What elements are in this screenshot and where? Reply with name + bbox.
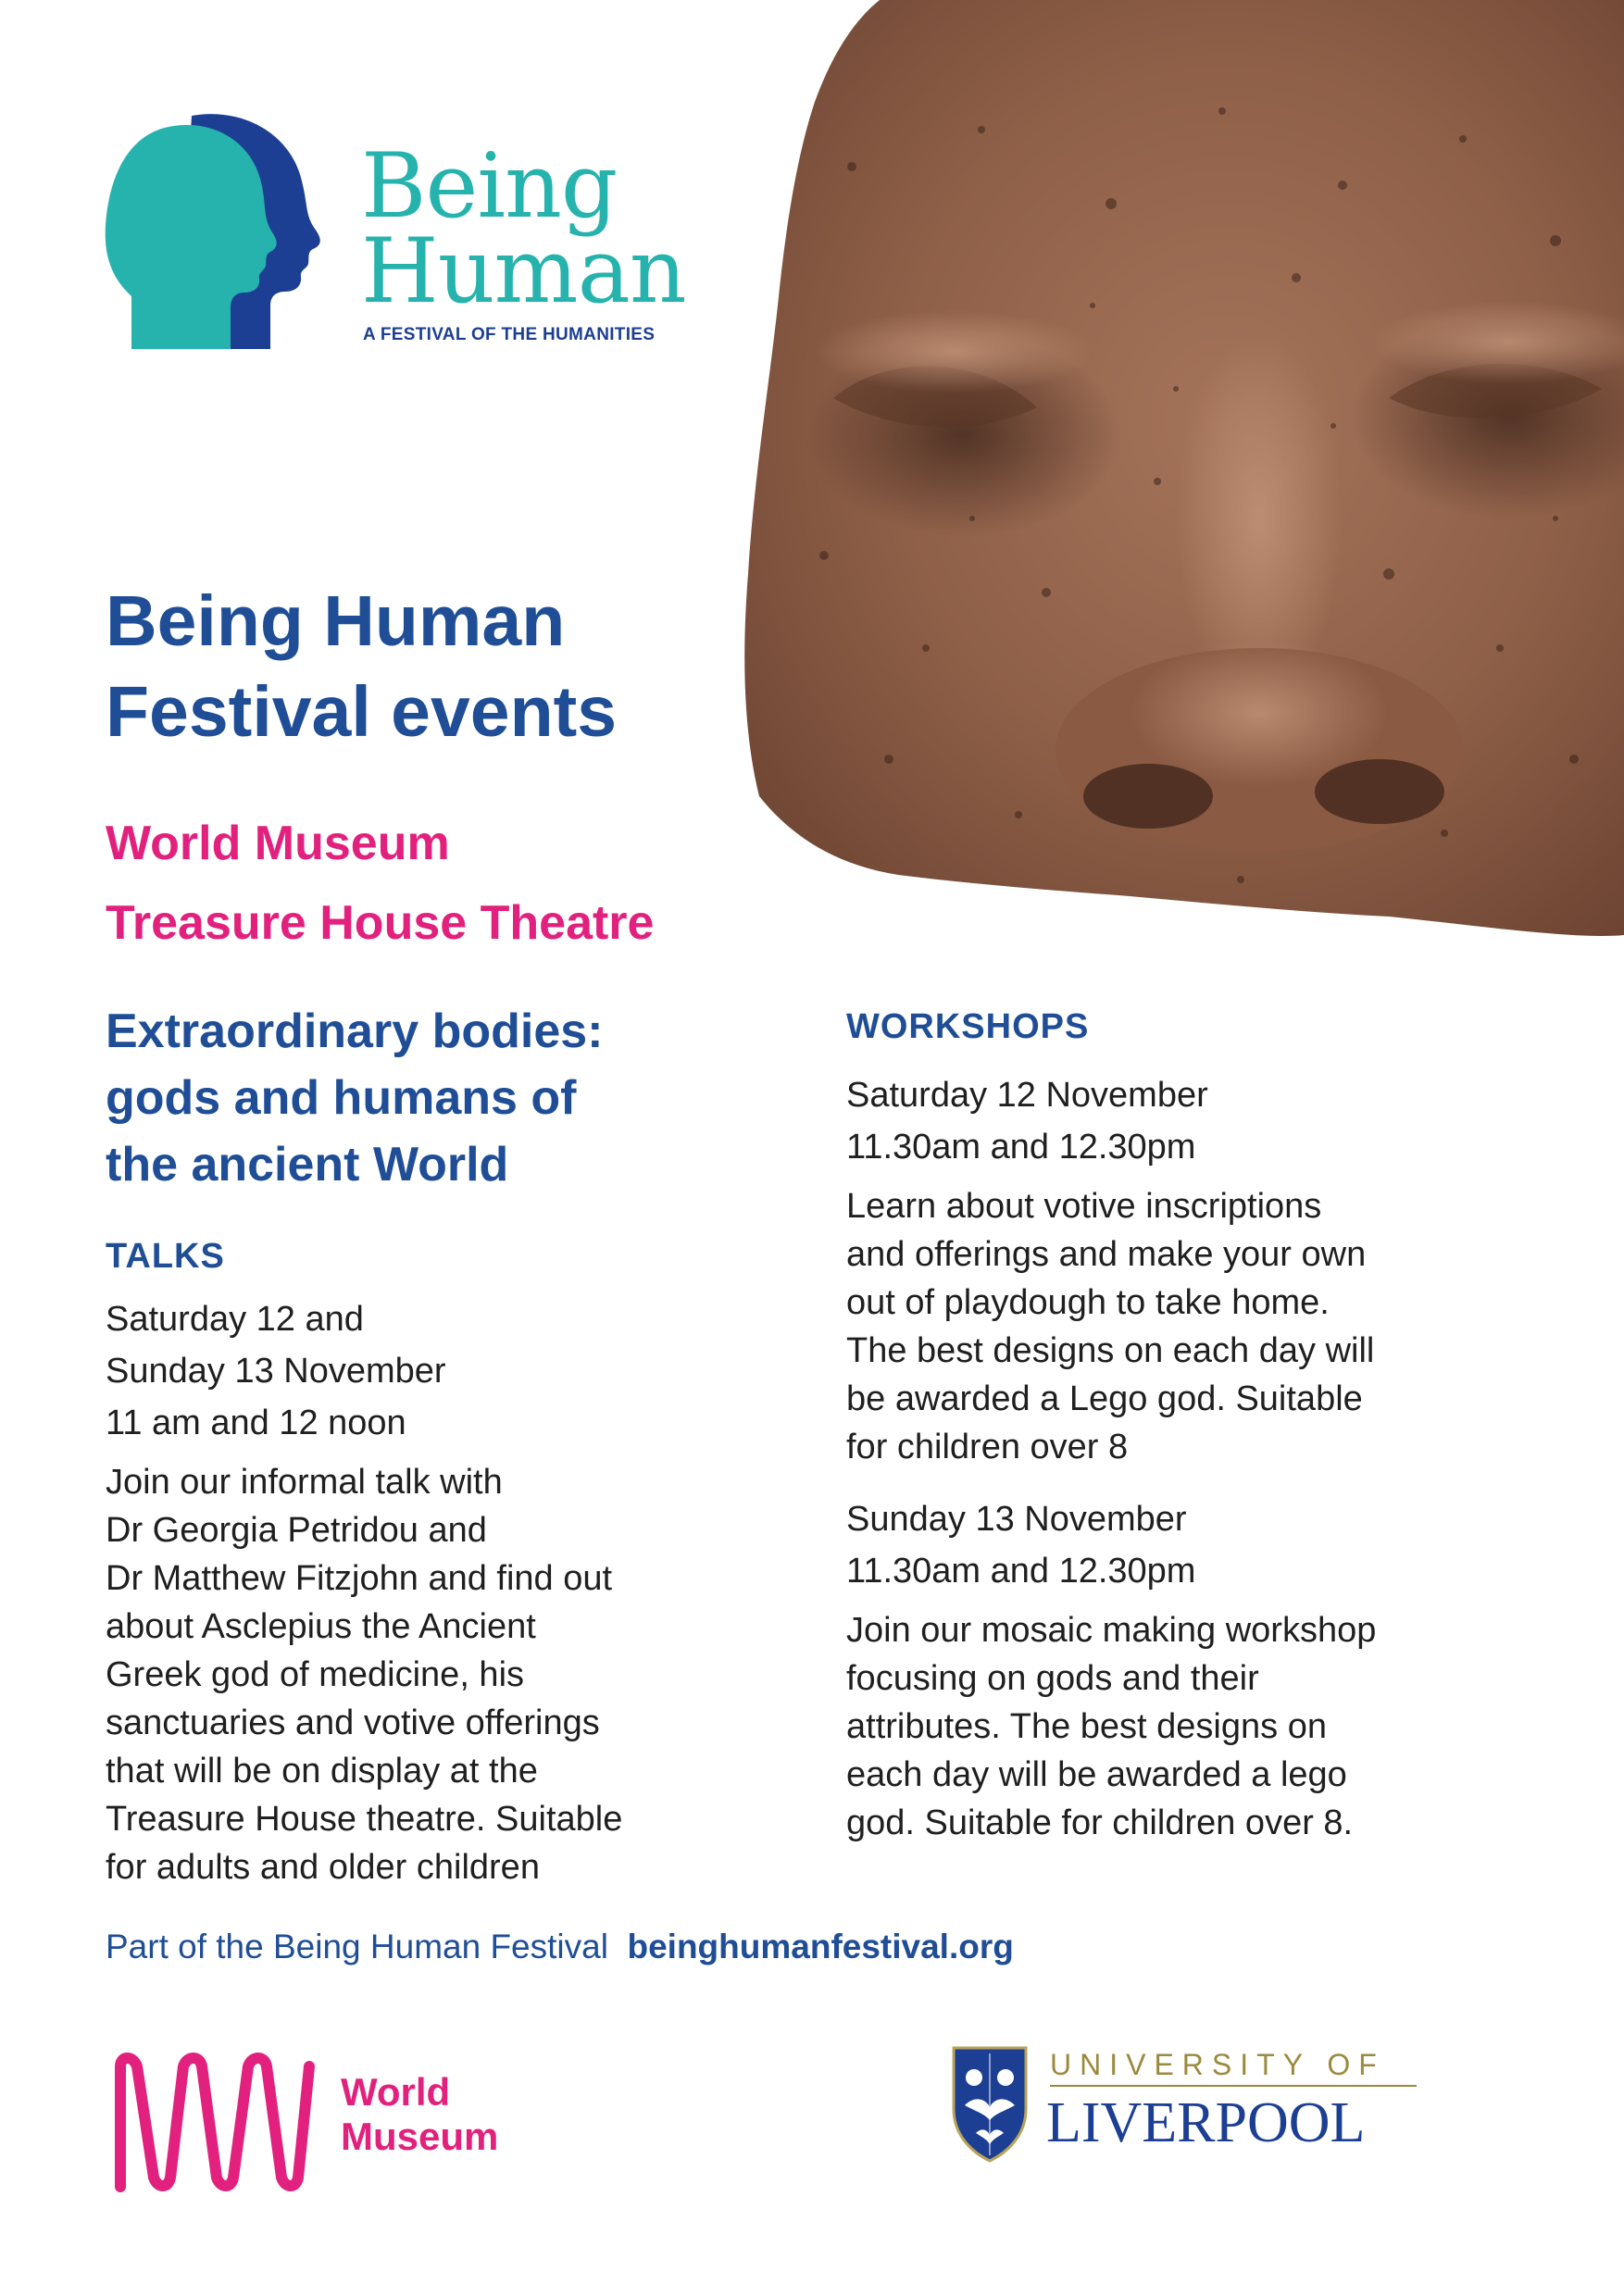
brand-wordmark-line2: Human (361, 219, 686, 323)
university-divider (1050, 2085, 1417, 2087)
event-title-line3: the ancient World (106, 1138, 509, 1192)
workshop-description-line: Join our mosaic making workshop (846, 1611, 1377, 1650)
workshop-description-line: for children over 8 (846, 1428, 1129, 1466)
talks-date (106, 1293, 772, 1449)
brand-tagline: A FESTIVAL OF THE HUMANITIES (363, 325, 656, 344)
event-title-line2: gods and humans of (106, 1071, 577, 1125)
talks-description-line: Greek god of medicine, his (106, 1655, 525, 1694)
talks-date-line: Sunday 13 November (106, 1352, 446, 1391)
workshop-session (846, 1493, 1587, 1847)
event-title-line1: Extraordinary bodies: (106, 1004, 604, 1058)
wave-m-icon (113, 2048, 317, 2196)
talks-heading: TALKS (106, 1237, 225, 1276)
venue-line2: Treasure House Theatre (106, 896, 655, 950)
talks-description-line: Dr Matthew Fitzjohn and find out (106, 1559, 613, 1598)
workshop-description-line: god. Suitable for children over 8. (846, 1803, 1354, 1842)
talks-description-line: Dr Georgia Petridou and (106, 1511, 487, 1550)
venue-line1: World Museum (106, 817, 450, 870)
brand-wordmark (361, 134, 686, 323)
talks-date-line: Saturday 12 and (106, 1300, 364, 1339)
world-museum-line2: Museum (341, 2115, 499, 2158)
talks-description-line: Join our informal talk with (106, 1463, 503, 1502)
talks-description-line: Treasure House theatre. Suitable (106, 1800, 623, 1839)
workshop-description-line: Learn about votive inscriptions (846, 1187, 1322, 1226)
two-head-silhouettes-icon (104, 106, 354, 356)
workshop-description-line: The best designs on each day will (846, 1331, 1375, 1370)
workshop-date-line: 11.30am and 12.30pm (846, 1552, 1196, 1591)
world-museum-line1: World (341, 2070, 451, 2114)
world-museum-logo-text (341, 2070, 498, 2159)
workshop-description-line: out of playdough to take home. (846, 1283, 1330, 1322)
workshop-description-line: focusing on gods and their (846, 1659, 1259, 1698)
festival-footer (106, 1928, 1014, 1966)
liverpool-crest-icon (950, 2044, 1030, 2165)
being-human-logo (104, 106, 706, 356)
workshop-date-line: Saturday 12 November (846, 1076, 1208, 1115)
workshop-description-line: attributes. The best designs on (846, 1707, 1327, 1746)
workshop-description-line: be awarded a Lego god. Suitable (846, 1379, 1363, 1418)
talks-section (106, 1237, 772, 1891)
workshop-description (846, 1606, 1587, 1847)
brand-wordmark-line1: Being (361, 134, 618, 238)
university-logo (950, 2044, 1417, 2170)
workshop-session (846, 1069, 1587, 1471)
workshop-date-line: 11.30am and 12.30pm (846, 1128, 1196, 1167)
talks-description-line: sanctuaries and votive offerings (106, 1703, 600, 1742)
page-title-line2: Festival events (106, 672, 618, 752)
talks-description-line: that will be on display at the (106, 1752, 538, 1791)
venue (106, 804, 654, 963)
terracotta-face-photo (741, 0, 1624, 944)
part-of-text: Part of the Being Human Festival (106, 1928, 608, 1965)
website-link[interactable]: beinghumanfestival.org (627, 1928, 1014, 1965)
workshop-description (846, 1182, 1587, 1471)
university-line1: UNIVERSITY OF (1050, 2048, 1385, 2081)
talks-description-line: for adults and older children (106, 1848, 540, 1887)
workshops-section (846, 1007, 1587, 1847)
talks-description-line: about Asclepius the Ancient (106, 1607, 536, 1646)
workshop-description-line: and offerings and make your own (846, 1235, 1367, 1274)
university-line2: LIVERPOOL (1046, 2091, 1366, 2154)
workshop-date (846, 1069, 1587, 1173)
workshops-heading: WORKSHOPS (846, 1007, 1090, 1046)
page-title (106, 576, 617, 757)
talks-description (106, 1458, 772, 1891)
workshop-date-line: Sunday 13 November (846, 1500, 1187, 1539)
event-title (106, 998, 603, 1198)
workshop-description-line: each day will be awarded a lego (846, 1755, 1347, 1794)
talks-date-line: 11 am and 12 noon (106, 1404, 406, 1442)
workshop-date (846, 1493, 1587, 1597)
page-title-line1: Being Human (106, 581, 566, 661)
